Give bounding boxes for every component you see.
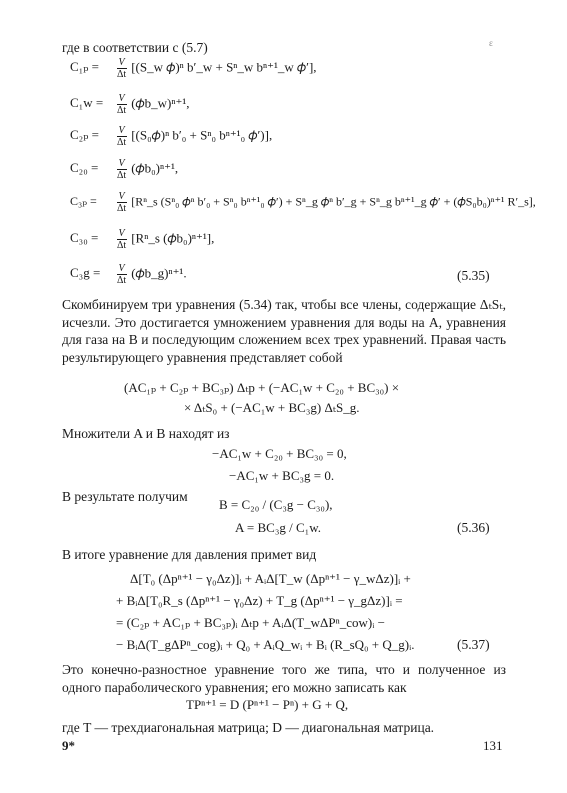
equation-rhs: [Rⁿ_s (𝜙b₀)ⁿ⁺¹], [131,230,215,246]
equation-lhs: C₂₀ = [70,160,99,176]
fraction-denominator: Δt [117,105,127,116]
fraction-numerator: V [118,191,125,202]
pressure-eq-line-4: − BᵢΔ(T_gΔPⁿ_cog)ᵢ + Q₀ + AᵢQ_wᵢ + Bᵢ (R_sQ₀ + Q_g)ᵢ. [116,637,415,652]
equation-lhs: C₁w = [70,95,104,111]
fraction [115,228,128,251]
fraction-numerator: V [118,158,125,169]
pressure-intro-text: В итоге уравнение для давления примет вид [62,547,317,562]
multipliers-eq-2: −AC₁w + BC₃g = 0. [229,468,335,483]
pressure-eq-line-2: + BᵢΔ[T₀R_s (Δpⁿ⁺¹ − γ₀Δz) + T_g (Δpⁿ⁺¹ − γ_gΔz)]ᵢ = [116,593,403,608]
equation-number-5-37: (5.37) [457,637,490,652]
equation-c3g [70,263,187,286]
equation-lhs: C₁ₚ = [70,59,99,75]
intro-text: где в соответствии с (5.7) [62,40,208,55]
equation-rhs: [(S_w 𝜙)ⁿ b′_w + Sⁿ_w bⁿ⁺¹_w 𝜙′], [131,59,317,75]
equation-c3p [70,191,536,214]
fraction-denominator: Δt [117,203,127,214]
equation-lhs: C₃₀ = [70,230,99,246]
equation-lhs: C₃g = [70,265,101,281]
pressure-eq-line-1: Δ[T₀ (Δpⁿ⁺¹ − γ₀Δz)]ᵢ + AᵢΔ[T_w (Δpⁿ⁺¹ − γ_wΔz)]ᵢ + [130,571,411,586]
fraction-numerator: V [118,228,125,239]
fraction-numerator: V [118,125,125,136]
fraction-numerator: V [118,93,125,104]
fraction [115,125,128,148]
equation-number-5-35: (5.35) [457,268,490,283]
fraction-numerator: V [118,263,125,274]
equation-rhs: [Rⁿ_s (Sⁿ₀ 𝜙ⁿ b′₀ + Sⁿ₀ bⁿ⁺¹₀ 𝜙′) + Sⁿ_g 𝜙ⁿ b′_g + Sⁿ_g bⁿ⁺¹_g 𝜙′ + (𝜙S₀b₀)ⁿ⁺¹ R′_s], [131,194,536,209]
equation-c3o [70,228,214,251]
fraction-denominator: Δt [117,69,127,80]
fraction [115,191,128,214]
multipliers-text: Множители A и B находят из [62,426,230,441]
equation-c2p [70,125,272,148]
fraction-denominator: Δt [117,170,127,181]
multipliers-eq-1: −AC₁w + C₂₀ + BC₃₀ = 0, [212,446,347,461]
paragraph-matrices: где T — трехдиагональная матрица; D — диагональная матрица. [62,720,435,735]
rhs-expression-line-2: × ΔₜS₀ + (−AC₁w + BC₃g) ΔₜS_g. [184,400,360,415]
result-eq-b: B = C₂₀ / (C₃g − C₃₀), [219,497,333,512]
pressure-eq-line-3: = (C₂ₚ + AC₁ₚ + BC₃ₚ)ᵢ Δₜp + AᵢΔ(T_wΔPⁿ_cow)ᵢ − [116,615,385,630]
rhs-expression-line-1: (AC₁ₚ + C₂ₚ + BC₃ₚ) Δₜp + (−AC₁w + C₂₀ + BC₃₀) × [124,380,400,395]
signature-mark: 9* [62,738,75,753]
equation-lhs: C₂ₚ = [70,127,99,143]
fraction [115,263,128,286]
paragraph-combine: Скомбинируем три уравнения (5.34) так, чтобы все члены, содержащие ΔₜSₜ, исчезли. Это достигается умножением уравнения для воды на A, уравнения для газа на B и последующим сложением всех трех уравнений. Правая часть результирующего уравнения представляет собой [62,297,506,365]
equation-c2o [70,158,178,181]
fraction-numerator: V [118,57,125,68]
matrix-equation: TPⁿ⁺¹ = D (Pⁿ⁺¹ − Pⁿ) + G + Q, [186,697,349,712]
page-number: 131 [483,738,503,753]
fraction [115,57,128,80]
equation-rhs: (𝜙b_g)ⁿ⁺¹. [131,265,187,281]
equation-rhs: (𝜙b_w)ⁿ⁺¹, [131,95,190,111]
paragraph-finite-difference: Это конечно-разностное уравнение того же типа, что и полученное из одного параболического уравнения; его можно записать как [62,662,506,695]
fraction-denominator: Δt [117,240,127,251]
equation-number-5-36: (5.36) [457,520,490,535]
fraction-denominator: Δt [117,275,127,286]
equation-c1w [70,93,189,116]
result-eq-a: A = BC₃g / C₁w. [235,520,321,535]
fraction-denominator: Δt [117,137,127,148]
equation-rhs: [(S₀𝜙)ⁿ b′₀ + Sⁿ₀ bⁿ⁺¹₀ 𝜙′)], [131,127,273,143]
fraction [115,158,128,181]
equation-lhs: C₃ₚ = [70,194,97,209]
fraction [115,93,128,116]
corner-mark: ɛ [489,38,493,48]
equation-rhs: (𝜙b₀)ⁿ⁺¹, [131,160,179,176]
equation-c1p [70,57,317,80]
result-text: В результате получим [62,489,188,504]
